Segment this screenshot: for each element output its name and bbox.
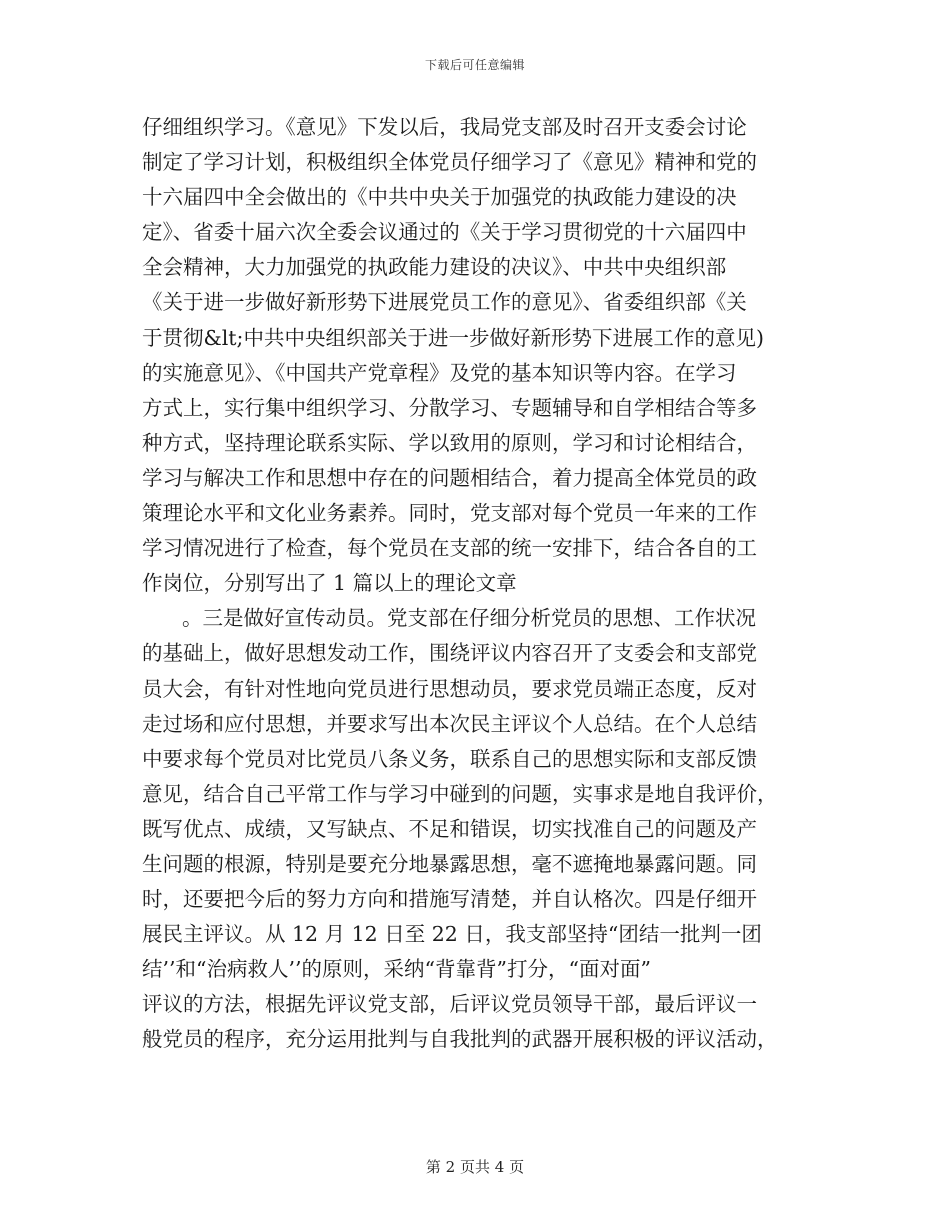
body-line: 学习情况进行了检查，每个党员在支部的统一安排下，结合各自的工 [142,536,757,561]
body-line: 既写优点、成绩，又写缺点、不足和错误，切实找准自己的问题及产 [142,816,757,841]
body-line: 般党员的程序，充分运用批判与自我批判的武器开展积极的评议活动， [142,1027,778,1052]
body-line: 方式上，实行集中组织学习、分散学习、专题辅导和自学相结合等多 [142,395,757,420]
body-line: 的实施意见》、《中国共产党章程》及党的基本知识等内容。在学习 [142,360,737,385]
body-line: 结’’和“治病救人’’的原则，采纳“背靠背”打分，“面对面” [142,957,651,982]
body-line: 种方式，坚持理论联系实际、学以致用的原则，学习和讨论相结合， [142,430,757,455]
body-line: 意见，结合自己平常工作与学习中碰到的问题，实事求是地自我评价， [142,781,778,806]
body-line: 中要求每个党员对比党员八条义务，联系自己的思想实际和支部反馈 [142,746,757,771]
body-line: 员大会，有针对性地向党员进行思想动员，要求党员端正态度，反对 [142,676,757,701]
page-header: 下载后可任意编辑 [424,58,525,72]
body-line: 展民主评议。从 12 月 12 日至 22 日，我支部坚持“团结一批判一团 [142,922,762,947]
body-line: 《关于进一步做好新形势下进展党员工作的意见》、省委组织部《关 [142,290,747,315]
body-line: 制定了学习计划，积极组织全体党员仔细学习了《意见》精神和党的 [142,150,757,175]
body-line: 学习与解决工作和思想中存在的问题相结合，着力提高全体党员的政 [142,465,757,490]
body-line: 策理论水平和文化业务素养。同时，党支部对每个党员一年来的工作 [142,501,757,526]
page-number: 第 2 页共 4 页 [425,1158,525,1176]
document-body [142,110,808,1058]
body-line: 的基础上，做好思想发动工作，围绕评议内容召开了支委会和支部党 [142,641,757,666]
body-line: 于贯彻&lt;中共中央组织部关于进一步做好新形势下进展工作的意见) [142,325,764,350]
body-line: 生问题的根源，特别是要充分地暴露思想，毫不遮掩地暴露问题。同 [142,851,757,876]
body-line: 时，还要把今后的努力方向和措施写清楚，并自认格次。四是仔细开 [142,887,757,912]
body-line: 。三是做好宣传动员。党支部在仔细分析党员的思想、工作状况 [182,606,756,631]
body-line: 定》、省委十届六次全委会议通过的《关于学习贯彻党的十六届四中 [142,220,747,245]
body-line: 仔细组织学习。《意见》下发以后，我局党支部及时召开支委会讨论 [142,115,747,139]
body-line: 作岗位，分别写出了 1 篇以上的理论文章 [142,571,517,596]
body-line: 走过场和应付思想，并要求写出本次民主评议个人总结。在个人总结 [142,711,757,736]
body-line: 全会精神，大力加强党的执政能力建设的决议》、中共中央组织部 [142,255,727,280]
body-line: 评议的方法，根据先评议党支部，后评议党员领导干部，最后评议一 [142,992,757,1017]
body-line: 十六届四中全会做出的《中共中央关于加强党的执政能力建设的决 [142,185,737,210]
